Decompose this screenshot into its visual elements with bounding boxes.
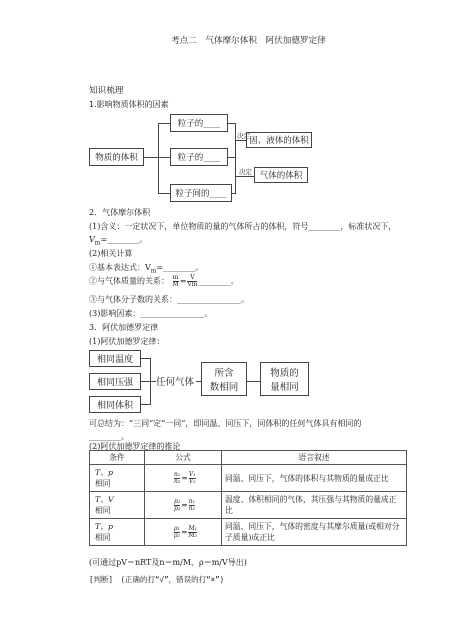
page-title: 考点二 气体摩尔体积 阿伏加德罗定律 (171, 36, 326, 46)
formula-molecules: ③与气体分子数的关系：________________。 (89, 295, 249, 304)
formula-cell: $\frac{\text{ρ₁}}{\text{ρ₂}}$ = $\frac{\text{M₁}}{\text{M₂}}$ (145, 519, 222, 546)
influencing-factors: (3)影响因素：________________。 (89, 309, 213, 318)
condition-cell: T、V 相同 (90, 492, 145, 519)
contains-box: 所含 数相同 (201, 362, 247, 396)
law-heading: (1)阿伏加德罗定律： (89, 337, 165, 346)
description-cell: 同温、同压下，气体的体积与其物质的量成正比 (222, 465, 407, 492)
same-volume-box: 相同体积 (89, 396, 141, 413)
connector (158, 123, 170, 124)
solid-liquid-box: 固、液体的体积 (246, 132, 312, 148)
table-header: 公式 (145, 451, 222, 465)
connector (141, 358, 150, 359)
table-header: 语言叙述 (222, 451, 407, 465)
condition-cell: T、p 相同 (90, 465, 145, 492)
formula-cell: $\frac{\text{p₁}}{\text{p₂}}$ = $\frac{\text{n₁}}{\text{n₂}}$ (145, 492, 222, 519)
summary-text-cont: ________。 (89, 432, 129, 441)
connector (158, 123, 159, 193)
formula-mass: ②与气体质量的关系： $\frac{m}{M}$ = $\frac{V}{Vm}$ ________。 (89, 274, 239, 288)
table-row (90, 519, 407, 546)
connector (144, 157, 158, 158)
connector (141, 381, 150, 382)
connector (247, 381, 260, 382)
derivation-note: (可通过pV＝nRT及n＝m/M、ρ＝m/V导出) (89, 558, 247, 567)
particle-distance-box: 粒子间的____ (170, 184, 232, 202)
judge-instruction: [判断] (正确的打“√”，错误的打“×”) (89, 575, 225, 584)
decide-label: 决定 (239, 168, 252, 176)
arrow-line (236, 176, 254, 177)
volume-box: 物质的体积 (89, 148, 144, 166)
connector (228, 123, 235, 124)
subsection-title: 3．阿伏加德罗定律 (89, 323, 159, 332)
definition-text: (1)含义：一定状况下，单位物质的量的气体所占的体积，符号________，标准状况下， (89, 222, 397, 231)
same-pressure-box: 相同压强 (89, 373, 141, 390)
calc-heading: (2)相关计算 (89, 249, 133, 258)
connector (158, 193, 170, 194)
connector (228, 157, 235, 158)
table-header-row (90, 451, 407, 465)
summary-text: 可总结为：“三同”定“一同”，即同温、同压下，同体积的任何气体具有相同的 (89, 419, 362, 428)
connector (141, 404, 150, 405)
any-gas-label: 任何气体 (156, 377, 195, 388)
particle-number-box: 粒子的____ (170, 114, 228, 132)
section-heading: 知识梳理 (89, 86, 124, 96)
condition-cell: T、p 相同 (90, 519, 145, 546)
connector (158, 157, 170, 158)
formula-basic: ①基本表达式：$V_m=\_\_\_\_\_\_\_\_$。 (89, 263, 204, 275)
subsection-title: 2．气体摩尔体积 (89, 208, 151, 217)
description-cell: 同温、同压下，气体的密度与其摩尔质量(或相对分 子质量)成正比 (222, 519, 407, 546)
arrow-line (236, 140, 246, 141)
definition-text-cont: $V_m=\_\_\_\_\_\_\_\_$。 (89, 235, 148, 247)
decide-label: 决定 (237, 132, 250, 140)
table-header: 条件 (90, 451, 145, 465)
same-temperature-box: 相同温度 (89, 350, 141, 367)
subsection-title: 1.影响物质体积的因素 (89, 100, 169, 109)
inference-table (89, 450, 407, 546)
inference-heading: (2)阿伏加德罗定律的推论 (89, 442, 181, 451)
result-box: 物质的 量相同 (260, 362, 309, 396)
particle-size-box: 粒子的____ (170, 148, 228, 166)
gas-volume-box: 气体的体积 (254, 167, 308, 183)
table-row (90, 465, 407, 492)
formula-cell: $\frac{\text{n₁}}{\text{n₂}}$ = $\frac{\text{V₁}}{\text{V₂}}$ (145, 465, 222, 492)
table-row (90, 492, 407, 519)
description-cell: 温度、体积相同的气体，其压强与其物质的量成正 比 (222, 492, 407, 519)
